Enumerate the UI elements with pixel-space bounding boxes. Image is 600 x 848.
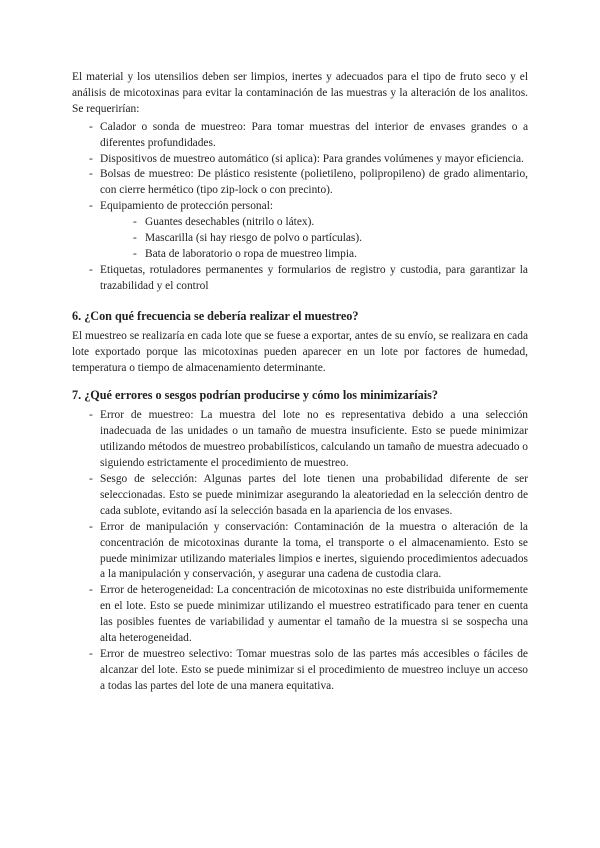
document-page xyxy=(72,70,528,695)
list-item: - Error de heterogeneidad: La concentración de micotoxinas no este distribuida uniformemente en el lote. Esto se puede minimizar utilizando el muestreo estratificado para tener en cuenta las posibles fuentes de variabilidad y aumentar el tamaño de la muestra si se sospecha una alta heterogeneidad. xyxy=(72,583,528,647)
section-7-heading: 7. ¿Qué errores o sesgos podrían producirse y cómo los minimizaríais? xyxy=(72,388,438,403)
list-item: - Sesgo de selección: Algunas partes del lote tienen una probabilidad diferente de ser seleccionadas. Esto se puede minimizar asegurando la aleatoriedad en la selección dentro de cada sublote, evitando así la selección basada en la apariencia de los envases. xyxy=(72,472,528,520)
list-item: - Error de manipulación y conservación: Contaminación de la muestra o alteración de la concentración de micotoxinas durante la toma, el transporte o el almacenamiento. Esto se puede minimizar utilizando materiales limpios e inertes, siguiendo procedimientos adecuados a la manipulación y conservación, y asegurar una cadena de custodia clara. xyxy=(72,520,528,584)
section-6-body: El muestreo se realizaría en cada lote que se fuese a exportar, antes de su envío, se realizara en cada lote exportado porque las micotoxinas pueden aparecer en un lote por factores de humedad, temperatura o tiempo de almacenamiento determinante. xyxy=(72,329,528,374)
list-item: - Calador o sonda de muestreo: Para tomar muestras del interior de envases grandes o a diferentes profundidades. xyxy=(72,120,528,152)
sublist-item: - Guantes desechables (nitrilo o látex). xyxy=(100,215,528,231)
sublist-item: - Mascarilla (si hay riesgo de polvo o partículas). xyxy=(100,231,528,247)
list-item: - Bolsas de muestreo: De plástico resistente (polietileno, polipropileno) de grado alimentario, con cierre hermético (tipo zip-lock o con precinto). xyxy=(72,167,528,199)
materials-list xyxy=(72,120,528,295)
list-item-protection xyxy=(72,199,528,263)
protection-sublist xyxy=(100,215,528,263)
intro-paragraph: El material y los utensilios deben ser limpios, inertes y adecuados para el tipo de fruto seco y el análisis de micotoxinas para evitar la contaminación de las muestras y la alteración de los analitos. Se requerirían: xyxy=(72,71,528,115)
list-item: - Error de muestreo selectivo: Tomar muestras solo de las partes más accesibles o fáciles de alcanzar del lote. Esto se puede minimizar si el procedimiento de muestreo incluye un acceso a todas las partes del lote de una manera equitativa. xyxy=(72,647,528,695)
list-item: - Dispositivos de muestreo automático (si aplica): Para grandes volúmenes y mayor eficiencia. xyxy=(72,152,528,168)
section-6-heading: 6. ¿Con qué frecuencia se debería realizar el muestreo? xyxy=(72,308,359,323)
list-item: - Error de muestreo: La muestra del lote no es representativa debido a una selección inadecuada de las unidades o un tamaño de muestra insuficiente. Esto se puede minimizar utilizando métodos de muestreo probabilísticos, calculando un tamaño de muestra adecuado o siguiendo estrictamente el procedimiento de muestreo. xyxy=(72,408,528,472)
list-item: - Etiquetas, rotuladores permanentes y formularios de registro y custodia, para garantizar la trazabilidad y el control xyxy=(72,263,528,295)
errors-list xyxy=(72,408,528,694)
protection-label: Equipamiento de protección personal: xyxy=(100,200,274,213)
sublist-item: - Bata de laboratorio o ropa de muestreo limpia. xyxy=(100,247,528,263)
